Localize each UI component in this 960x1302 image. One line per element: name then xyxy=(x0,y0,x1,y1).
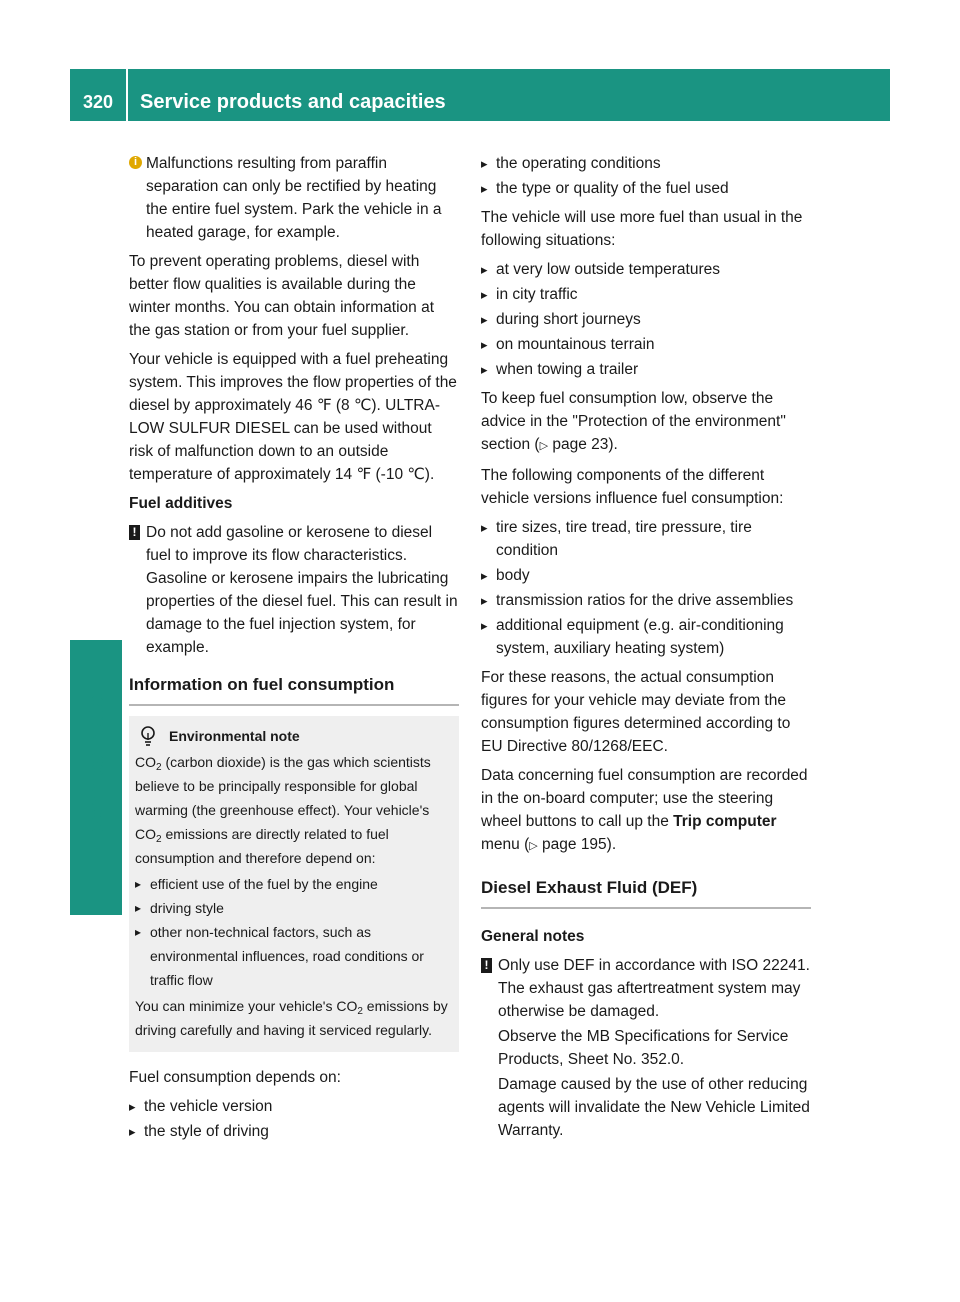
def-heading: Diesel Exhaust Fluid (DEF) xyxy=(481,876,811,909)
warning-icon: ! xyxy=(129,525,140,540)
list-item: ▸ the vehicle version xyxy=(129,1095,459,1118)
triangle-bullet-icon: ▸ xyxy=(129,1099,136,1114)
list-item: ▸ during short journeys xyxy=(481,308,811,331)
fuel-additives-heading: Fuel additives xyxy=(129,495,233,512)
triangle-bullet-icon: ▸ xyxy=(481,593,488,608)
env-paragraph-minimize: You can minimize your vehicle's $CO_2$ emissions by driving carefully and having it serviced regularly. xyxy=(135,998,448,1038)
def-warning-text-1: Only use DEF in accordance with ISO 22241. The exhaust gas aftertreatment system may otherwise be damaged. xyxy=(498,957,810,1020)
def-warning-text-2: Observe the MB Specifications for Service Products, Sheet No. 352.0. xyxy=(498,1028,789,1068)
trip-computer-paragraph: Data concerning fuel consumption are recorded in the on-board computer; use the steering wheel buttons to call up the Trip computer menu (▷ page 195). xyxy=(481,767,808,853)
list-item: ▸ on mountainous terrain xyxy=(481,333,811,356)
triangle-bullet-icon: ▸ xyxy=(481,181,488,196)
env-bullet-list xyxy=(135,872,455,992)
left-column xyxy=(129,152,459,1149)
situations-list xyxy=(481,258,811,381)
list-item: ▸ transmission ratios for the drive assemblies xyxy=(481,589,811,612)
lightbulb-icon xyxy=(139,725,157,747)
page-number: 320 xyxy=(82,92,114,112)
trip-computer-menu-name: Trip computer xyxy=(673,813,777,830)
depends-list xyxy=(129,1095,459,1143)
env-paragraph-co2: $CO_2$ (carbon dioxide) is the gas which scientists believe to be principally responsible for global warming (the greenhouse effect). Your vehicle's $CO_2$ emissions are directly related to fuel consumption and therefore depend on: xyxy=(135,754,431,866)
list-item: ▸ at very low outside temperatures xyxy=(481,258,811,281)
header-divider xyxy=(126,69,128,121)
page-ref-arrow-icon: ▷ xyxy=(529,840,538,852)
more-fuel-intro: The vehicle will use more fuel than usual in the following situations: xyxy=(481,209,803,249)
list-item: ▸ the operating conditions xyxy=(481,152,811,175)
depends-list-continued xyxy=(481,152,811,200)
triangle-bullet-icon: ▸ xyxy=(481,156,488,171)
environmental-note-title-row xyxy=(135,724,455,748)
environmental-note-box xyxy=(129,716,459,1052)
triangle-bullet-icon: ▸ xyxy=(481,520,488,535)
components-intro: The following components of the different vehicle versions influence fuel consumption: xyxy=(481,467,784,507)
list-item: ▸ other non-technical factors, such as environmental influences, road conditions or traffic flow xyxy=(135,920,455,992)
def-warning-text-3: Damage caused by the use of other reducing agents will invalidate the New Vehicle Limited Warranty. xyxy=(498,1076,810,1139)
environmental-note-title: Environmental note xyxy=(169,728,300,744)
side-section-label: Technical data xyxy=(83,694,109,846)
def-warning xyxy=(481,954,811,1142)
fuel-consumption-heading: Information on fuel consumption xyxy=(129,673,459,706)
page-ref-arrow-icon: ▷ xyxy=(539,440,549,452)
additives-warning xyxy=(129,521,459,659)
triangle-bullet-icon: ▸ xyxy=(481,337,488,352)
triangle-bullet-icon: ▸ xyxy=(135,877,142,891)
paragraph-preheating: Your vehicle is equipped with a fuel preheating system. This improves the flow properties of the diesel by approximately 46 ℉ (8 ℃). ULTRA-LOW SULFUR DIESEL can be used without risk of malfunction down to an outside temperature of approximately 14 ℉ (-10 ℃). xyxy=(129,351,457,483)
list-item: ▸ in city traffic xyxy=(481,283,811,306)
triangle-bullet-icon: ▸ xyxy=(135,925,142,939)
list-item: ▸ additional equipment (e.g. air-conditioning system, auxiliary heating system) xyxy=(481,614,811,660)
right-column xyxy=(481,152,811,1148)
info-note xyxy=(129,152,459,244)
general-notes-heading: General notes xyxy=(481,928,585,945)
list-item: ▸ when towing a trailer xyxy=(481,358,811,381)
page-title: Service products and capacities xyxy=(140,91,446,113)
triangle-bullet-icon: ▸ xyxy=(135,901,142,915)
additives-warning-text: Do not add gasoline or kerosene to diesel fuel to improve its flow characteristics. Gasoline or kerosene impairs the lubricating properties of the diesel fuel. This can result in damage to the fuel injection system, for example. xyxy=(146,524,458,656)
triangle-bullet-icon: ▸ xyxy=(481,362,488,377)
keep-low-paragraph: To keep fuel consumption low, observe the advice in the "Protection of the environment" section (▷ page 23). xyxy=(481,390,786,453)
depends-intro: Fuel consumption depends on: xyxy=(129,1069,341,1086)
warning-icon: ! xyxy=(481,958,492,973)
list-item: ▸ efficient use of the fuel by the engine xyxy=(135,872,455,896)
deviate-paragraph: For these reasons, the actual consumption figures for your vehicle may deviate from the consumption figures determined according to EU Directive 80/1268/EEC. xyxy=(481,669,791,755)
triangle-bullet-icon: ▸ xyxy=(481,618,488,633)
triangle-bullet-icon: ▸ xyxy=(481,312,488,327)
triangle-bullet-icon: ▸ xyxy=(481,568,488,583)
list-item: ▸ the type or quality of the fuel used xyxy=(481,177,811,200)
triangle-bullet-icon: ▸ xyxy=(481,287,488,302)
list-item: ▸ body xyxy=(481,564,811,587)
list-item: ▸ tire sizes, tire tread, tire pressure, tire condition xyxy=(481,516,811,562)
list-item: ▸ driving style xyxy=(135,896,455,920)
triangle-bullet-icon: ▸ xyxy=(481,262,488,277)
info-icon: i xyxy=(129,156,142,169)
info-note-text: Malfunctions resulting from paraffin separation can only be rectified by heating the entire fuel system. Park the vehicle in a heated garage, for example. xyxy=(146,155,442,241)
list-item: ▸ the style of driving xyxy=(129,1120,459,1143)
components-list xyxy=(481,516,811,660)
triangle-bullet-icon: ▸ xyxy=(129,1124,136,1139)
paragraph-flow-qualities: To prevent operating problems, diesel with better flow qualities is available during the winter months. You can obtain information at the gas station or from your fuel supplier. xyxy=(129,253,435,339)
